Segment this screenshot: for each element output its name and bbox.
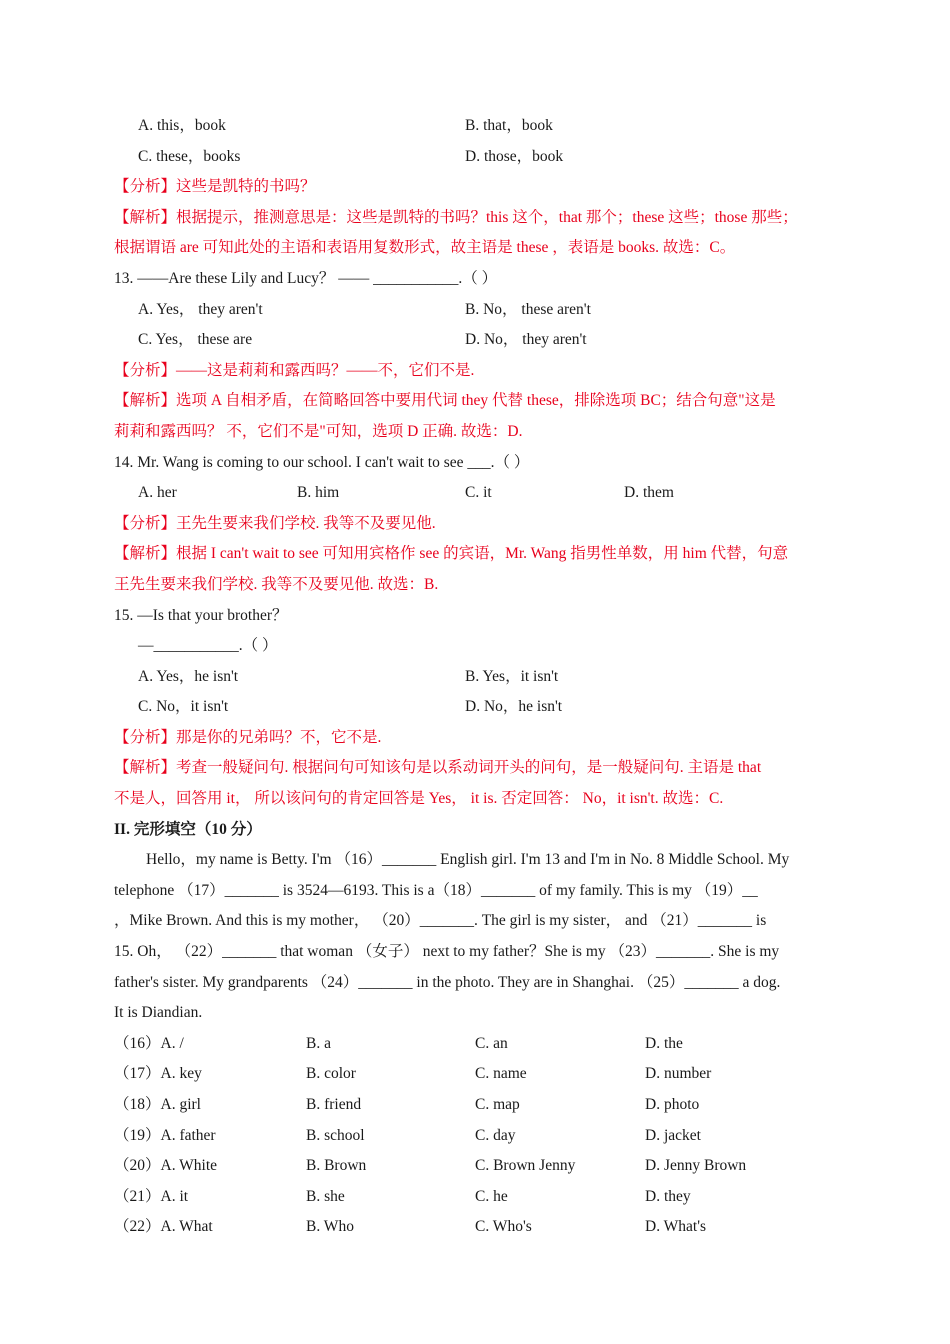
- q13-options-row-1: [0, 295, 950, 326]
- cloze-choice-c: C. an: [475, 1034, 508, 1052]
- q12-option-b: B. that，book: [465, 117, 553, 134]
- q14-stem: 14. Mr. Wang is coming to our school. I can't wait to see ___.（ ）: [114, 453, 530, 471]
- q15-option-c: C. No，it isn't: [138, 698, 229, 716]
- q14-option-d: D. them: [624, 484, 674, 502]
- q14-option-a: A. her: [138, 484, 177, 502]
- cloze-choice-row: [0, 1212, 950, 1243]
- cloze-choice-a: （19）A. father: [114, 1126, 216, 1144]
- q15-option-d: D. No，he isn't: [465, 698, 563, 716]
- cloze-choice-b: B. a: [306, 1034, 331, 1052]
- cloze-choice-b: B. Who: [306, 1218, 354, 1236]
- q12-options-row-1: [0, 111, 950, 142]
- cloze-choice-b: B. friend: [306, 1096, 362, 1113]
- cloze-paragraph-line-1: Hello，my name is Betty. I'm （16）_______ English girl. I'm 13 and I'm in No. 8 Middle School. My: [146, 851, 790, 869]
- cloze-choice-d: D. number: [645, 1065, 712, 1083]
- cloze-choice-row: [0, 1029, 950, 1060]
- cloze-choice-d: D. What's: [645, 1218, 707, 1236]
- cloze-choice-a: （21）A. it: [114, 1187, 189, 1205]
- cloze-choice-b: B. school: [306, 1126, 365, 1144]
- q15-stem-answer-line: —___________.（ ）: [138, 637, 278, 655]
- q13-analysis: 【分析】——这是莉莉和露西吗？——不，它们不是.: [114, 361, 475, 379]
- cloze-choice-b: B. she: [306, 1187, 345, 1205]
- q13-option-b: B. No， these aren't: [465, 300, 591, 318]
- q15-stem: 15. —Is that your brother？: [114, 606, 288, 624]
- q15-explanation-line-1: 【解析】考查一般疑问句. 根据问句可知该句是以系动词开头的问句，是一般疑问句. 主语是 that: [114, 759, 762, 777]
- cloze-choice-row: [0, 1151, 950, 1182]
- q12-option-a: A. this，book: [138, 117, 226, 134]
- q14-options-row: [0, 478, 950, 509]
- q14-option-b: B. him: [297, 484, 340, 502]
- q12-explanation-line-2: 根据谓语 are 可知此处的主语和表语用复数形式，故主语是 these ，表语是 books. 故选：C。: [114, 239, 736, 257]
- cloze-choice-c: C. map: [475, 1096, 520, 1113]
- q15-option-b: B. Yes，it isn't: [465, 667, 559, 685]
- q13-stem: 13. ——Are these Lily and Lucy？ —— ___________.（ ）: [114, 269, 498, 287]
- cloze-paragraph-line-4: 15. Oh， （22）_______ that woman （女子） next to my father？She is my （23）_______. She is my: [114, 943, 780, 961]
- cloze-choice-a: （17）A. key: [114, 1065, 202, 1083]
- cloze-choice-b: B. Brown: [306, 1157, 367, 1175]
- cloze-paragraph-line-6: It is Diandian.: [114, 1004, 203, 1022]
- q12-options-row-2: [0, 142, 950, 173]
- cloze-choice-row: [0, 1121, 950, 1152]
- q12-option-c: C. these，books: [138, 147, 241, 165]
- q14-option-c: C. it: [465, 484, 492, 502]
- q15-analysis: 【分析】那是你的兄弟吗？不，它不是.: [114, 728, 382, 746]
- cloze-choice-c: C. Who's: [475, 1218, 532, 1236]
- q14-analysis: 【分析】王先生要来我们学校. 我等不及要见他.: [114, 514, 436, 532]
- cloze-paragraph-line-5: father's sister. My grandparents （24）_______ in the photo. They are in Shanghai. （25）_______ a dog.: [114, 973, 781, 991]
- cloze-choice-c: C. day: [475, 1126, 516, 1144]
- cloze-choice-d: D. the: [645, 1034, 683, 1052]
- q14-explanation-line-2: 王先生要来我们学校. 我等不及要见他. 故选：B.: [114, 575, 439, 593]
- q15-options-row-2: [0, 692, 950, 723]
- q15-options-row-1: [0, 662, 950, 693]
- cloze-choice-a: （18）A. girl: [114, 1096, 201, 1113]
- q12-option-d: D. those，book: [465, 147, 564, 165]
- q13-option-a: A. Yes， they aren't: [138, 300, 263, 318]
- cloze-choice-a: （22）A. What: [114, 1218, 213, 1236]
- cloze-choice-c: C. name: [475, 1065, 527, 1083]
- cloze-choice-a: （16）A. /: [114, 1034, 184, 1052]
- q13-option-c: C. Yes， these are: [138, 331, 253, 349]
- q15-option-a: A. Yes，he isn't: [138, 667, 239, 685]
- cloze-choice-b: B. color: [306, 1065, 356, 1083]
- q12-analysis: 【分析】这些是凯特的书吗？: [114, 178, 316, 196]
- q15-explanation-line-2: 不是人，回答用 it， 所以该问句的肯定回答是 Yes， it is. 否定回答： No，it isn't. 故选：C.: [114, 790, 724, 808]
- cloze-choice-d: D. jacket: [645, 1126, 701, 1144]
- cloze-choice-c: C. Brown Jenny: [475, 1157, 576, 1175]
- q13-options-row-2: [0, 325, 950, 356]
- cloze-choice-d: D. they: [645, 1187, 691, 1205]
- q14-explanation-line-1: 【解析】根据 I can't wait to see 可知用宾格作 see 的宾语，Mr. Wang 指男性单数，用 him 代替，句意: [114, 545, 789, 563]
- q13-explanation-line-2: 莉莉和露西吗？ 不，它们不是"可知，选项 D 正确. 故选：D.: [114, 422, 523, 440]
- cloze-choice-a: （20）A. White: [114, 1157, 218, 1175]
- q13-option-d: D. No， they aren't: [465, 331, 587, 349]
- cloze-paragraph-line-3: ，Mike Brown. And this is my mother， （20）_______. The girl is my sister， and （21）_______ is: [114, 912, 767, 930]
- cloze-choice-d: D. Jenny Brown: [645, 1157, 747, 1175]
- cloze-choice-row: [0, 1090, 950, 1121]
- q12-explanation-line-1: 【解析】根据提示，推测意思是：这些是凯特的书吗？this 这个，that 那个；these 这些；those 那些；: [114, 208, 798, 226]
- cloze-choice-c: C. he: [475, 1187, 508, 1205]
- cloze-paragraph-line-2: telephone （17）_______ is 3524—6193. This is a（18）_______ of my family. This is my （19）__: [114, 881, 758, 899]
- section-2-heading: II. 完形填空（10 分）: [114, 820, 262, 838]
- cloze-choice-row: [0, 1182, 950, 1213]
- q13-explanation-line-1: 【解析】选项 A 自相矛盾，在简略回答中要用代词 they 代替 these，排除选项 BC；结合句意"这是: [114, 392, 776, 410]
- cloze-choice-d: D. photo: [645, 1096, 700, 1113]
- cloze-choice-row: [0, 1059, 950, 1090]
